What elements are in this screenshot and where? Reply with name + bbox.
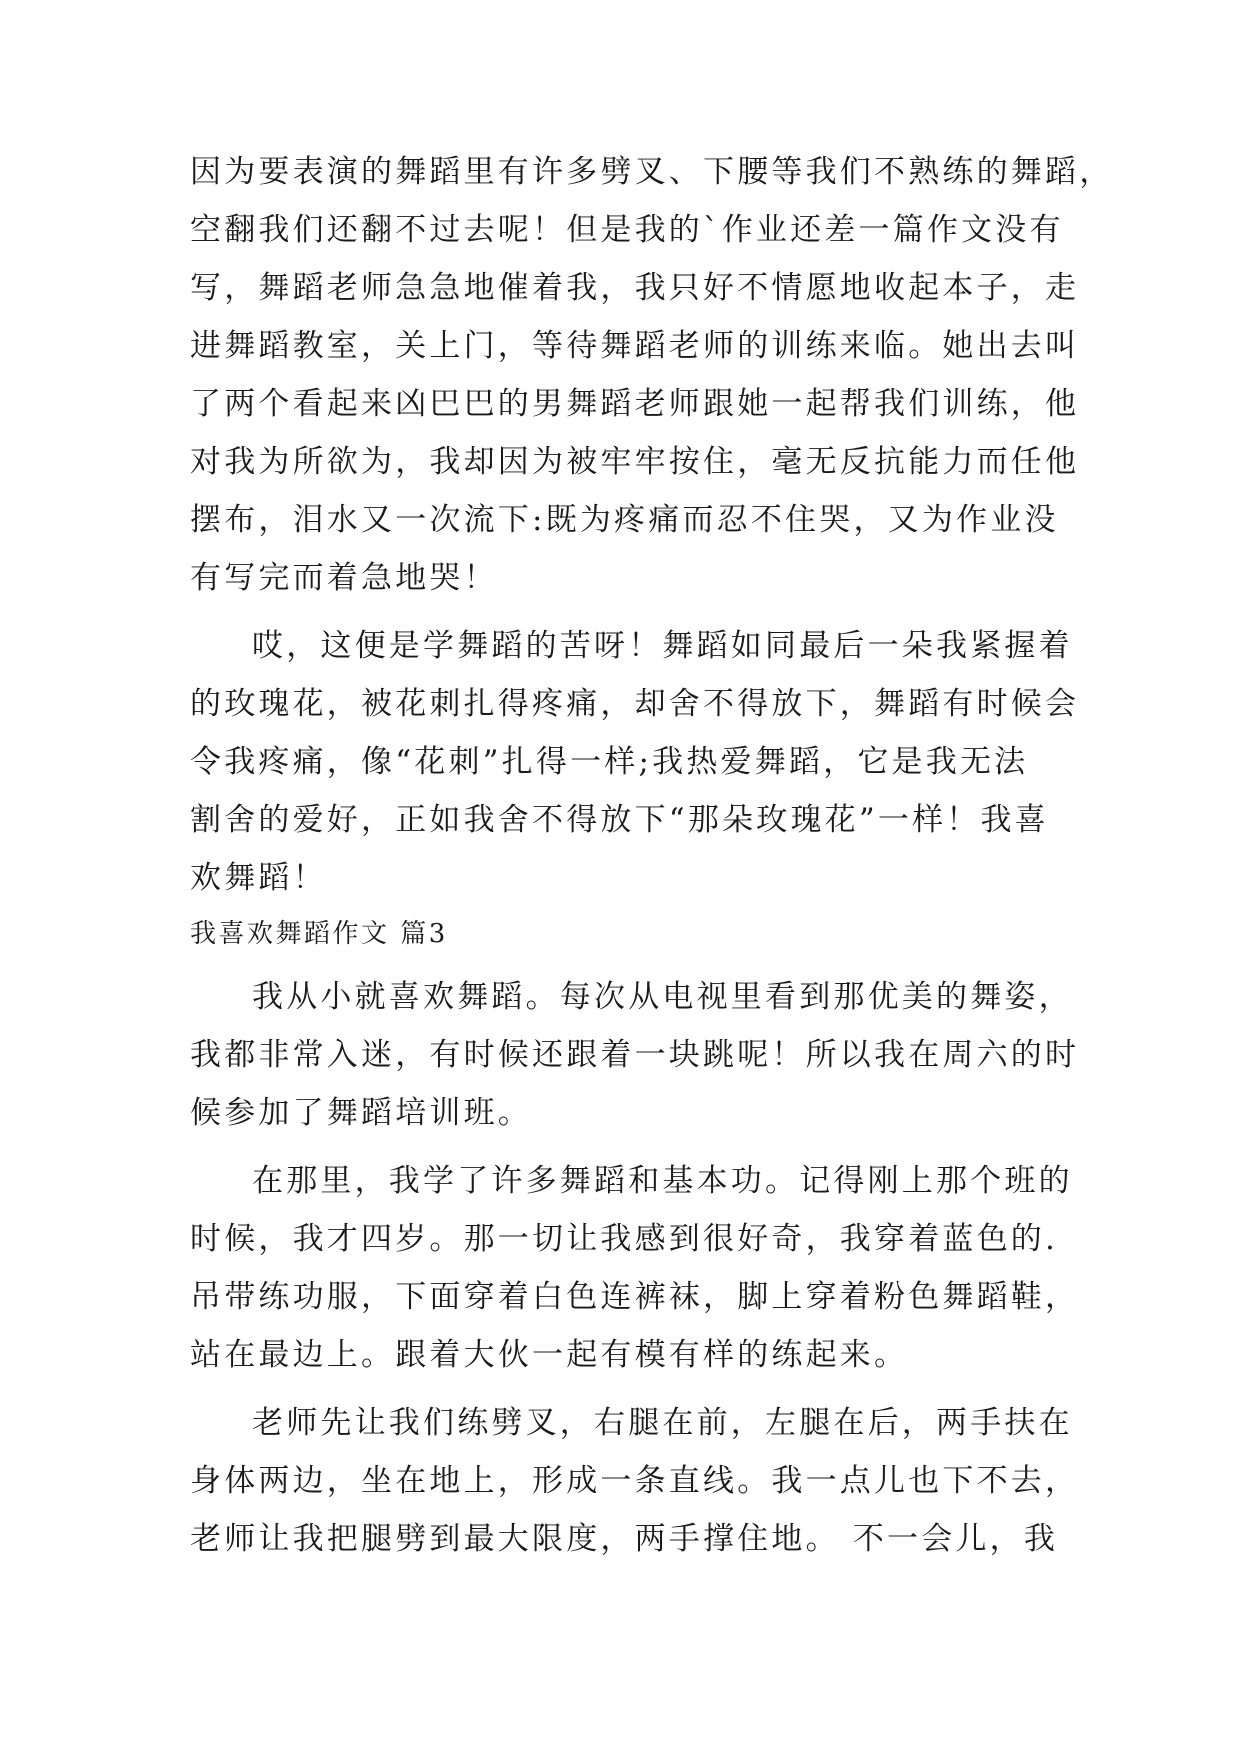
text-line: 空翻我们还翻不过去呢！但是我的`作业还差一篇作文没有 [190, 212, 1064, 248]
text-line: 有写完而着急地哭！ [190, 560, 498, 596]
text-line: 写，舞蹈老师急急地催着我，我只好不情愿地收起本子，走 [190, 270, 1080, 306]
text-line: 时候，我才四岁。那一切让我感到很好奇，我穿着蓝色的. [190, 1221, 1059, 1257]
text-line: 在那里，我学了许多舞蹈和基本功。记得刚上那个班的 [252, 1163, 1073, 1199]
text-line: 的玫瑰花，被花刺扎得疼痛，却舍不得放下，舞蹈有时候会 [190, 686, 1080, 722]
text-line: 因为要表演的舞蹈里有许多劈叉、下腰等我们不熟练的舞蹈， [190, 154, 1114, 190]
text-line: 吊带练功服，下面穿着白色连裤袜，脚上穿着粉色舞蹈鞋， [190, 1279, 1080, 1315]
text-line: 站在最边上。跟着大伙一起有模有样的练起来。 [190, 1337, 909, 1373]
text-line: 摆布，泪水又一次流下:既为疼痛而忍不住哭，又为作业没 [190, 502, 1059, 538]
text-line: 我都非常入迷，有时候还跟着一块跳呢！所以我在周六的时 [190, 1037, 1080, 1073]
text-line: 老师让我把腿劈到最大限度，两手撑住地。 不一会儿，我 [190, 1521, 1059, 1557]
section-heading: 我喜欢舞蹈作文 篇3 [190, 919, 448, 949]
text-line: 哎，这便是学舞蹈的苦呀！舞蹈如同最后一朵我紧握着 [252, 628, 1073, 664]
text-line: 身体两边，坐在地上，形成一条直线。我一点儿也下不去， [190, 1463, 1080, 1499]
text-line: 欢舞蹈！ [190, 860, 327, 896]
text-line: 进舞蹈教室，关上门，等待舞蹈老师的训练来临。她出去叫 [190, 328, 1080, 364]
text-line: 我从小就喜欢舞蹈。每次从电视里看到那优美的舞姿， [252, 979, 1073, 1015]
text-line: 割舍的爱好，正如我舍不得放下“那朵玫瑰花”一样！我喜 [190, 802, 1049, 838]
text-line: 令我疼痛，像“花刺”扎得一样;我热爱舞蹈，它是我无法 [190, 744, 1029, 780]
text-line: 了两个看起来凶巴巴的男舞蹈老师跟她一起帮我们训练，他 [190, 386, 1080, 422]
text-line: 候参加了舞蹈培训班。 [190, 1095, 532, 1131]
text-line: 老师先让我们练劈叉，右腿在前，左腿在后，两手扶在 [252, 1405, 1073, 1441]
text-line: 对我为所欲为，我却因为被牢牢按住，毫无反抗能力而任他 [190, 444, 1080, 480]
